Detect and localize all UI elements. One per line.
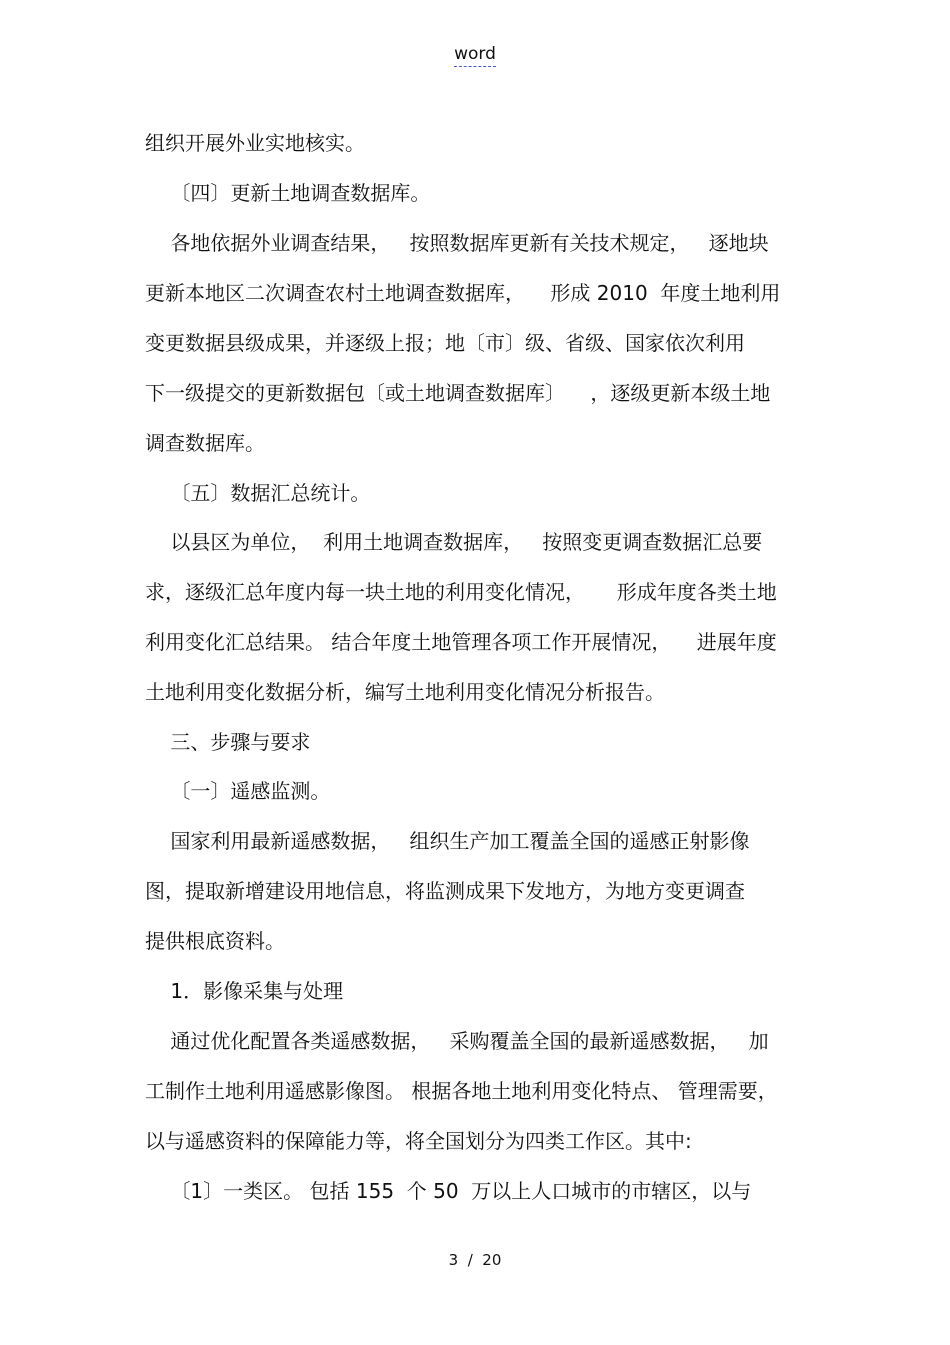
page-number: 3 / 20 — [448, 1251, 502, 1269]
text-line: 利用变化汇总结果。 结合年度土地管理各项工作开展情况， 进展年度 — [145, 630, 777, 654]
page-header — [0, 43, 950, 67]
text-line: 提供根底资料。 — [145, 929, 285, 953]
text-line: 更新本地区二次调查农村土地调查数据库， 形成 2010 年度土地利用 — [145, 281, 781, 305]
text-line: 通过优化配置各类遥感数据， 采购覆盖全国的最新遥感数据， 加 — [145, 1029, 769, 1053]
text-line: 国家利用最新遥感数据， 组织生产加工覆盖全国的遥感正射影像 — [145, 829, 750, 853]
text-line: 组织开展外业实地核实。 — [145, 131, 365, 155]
text-line: 调查数据库。 — [145, 431, 265, 455]
text-line: 图，提取新增建设用地信息，将监测成果下发地方，为地方变更调查 — [145, 879, 745, 903]
text-line: 各地依据外业调查结果， 按照数据库更新有关技术规定， 逐地块 — [145, 231, 769, 255]
text-line: 工制作土地利用遥感影像图。 根据各地土地利用变化特点、 管理需要， — [145, 1079, 778, 1103]
text-line: 下一级提交的更新数据包〔或土地调查数据库〕 ，逐级更新本级土地 — [145, 381, 771, 405]
text-line: 〔四〕更新土地调查数据库。 — [145, 181, 431, 205]
text-line: 土地利用变化数据分析，编写土地利用变化情况分析报告。 — [145, 680, 665, 704]
text-line: 以与遥感资料的保障能力等，将全国划分为四类工作区。其中: — [145, 1129, 692, 1153]
text-line: 变更数据县级成果，并逐级上报；地〔市〕级、省级、国家依次利用 — [145, 331, 745, 355]
text-line: 〔五〕数据汇总统计。 — [145, 481, 371, 505]
section-heading: 三、步骤与要求 — [145, 730, 311, 754]
text-line: 1．影像采集与处理 — [145, 979, 344, 1003]
header-word-label: word — [454, 43, 496, 67]
text-line: 以县区为单位， 利用土地调查数据库， 按照变更调查数据汇总要 — [145, 530, 763, 554]
text-line: 〔一〕遥感监测。 — [145, 779, 331, 803]
text-line: 〔1〕一类区。 包括 155 个 50 万以上人口城市的市辖区，以与 — [145, 1179, 752, 1203]
text-line: 求，逐级汇总年度内每一块土地的利用变化情况， 形成年度各类土地 — [145, 580, 777, 604]
